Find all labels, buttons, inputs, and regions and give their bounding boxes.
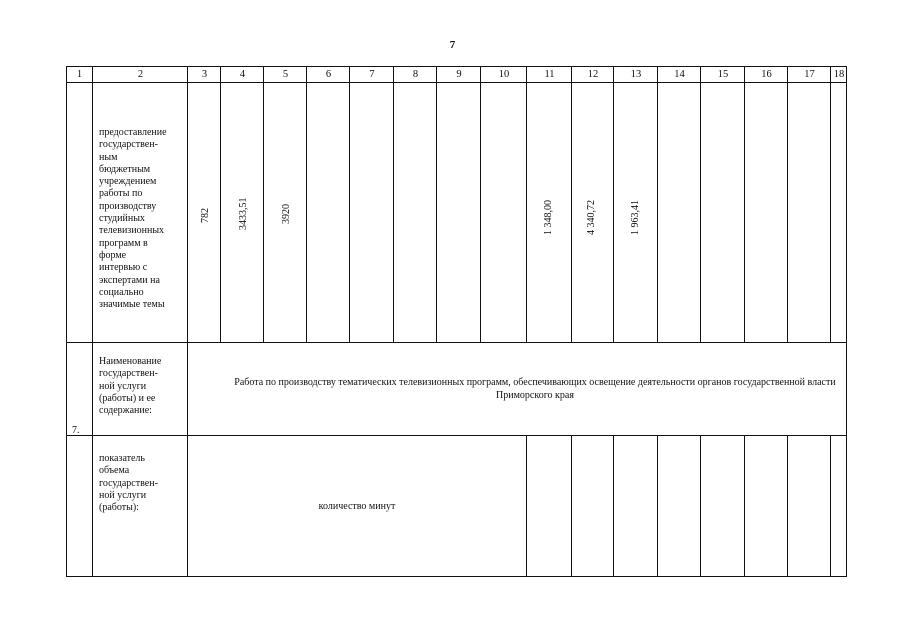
col-divider bbox=[787, 66, 788, 343]
column-header: 16 bbox=[761, 69, 772, 80]
text-line: государствен- bbox=[99, 477, 158, 489]
text-line: форме bbox=[99, 249, 127, 261]
column-header: 15 bbox=[717, 69, 729, 80]
col-divider bbox=[220, 66, 221, 343]
text-line: содержание: bbox=[99, 405, 152, 417]
column-header: 14 bbox=[674, 69, 685, 80]
row-a-col4-value: 3433,51 bbox=[238, 197, 249, 230]
row-a-bottom-border bbox=[66, 342, 847, 343]
text-line: ной услуги bbox=[99, 489, 147, 501]
text-line: студийных bbox=[99, 213, 145, 225]
row-a-col11-value: 1 348,00 bbox=[543, 200, 554, 235]
text-line: предоставление bbox=[99, 127, 167, 138]
text-line: производству bbox=[99, 200, 157, 212]
col-divider bbox=[526, 66, 527, 343]
column-header: 3 bbox=[201, 69, 208, 80]
column-header: 18 bbox=[833, 69, 845, 80]
text-line: значимые темы bbox=[99, 299, 165, 311]
column-header: 12 bbox=[587, 69, 599, 80]
text-line: интервью с bbox=[99, 262, 148, 274]
column-header: 17 bbox=[804, 69, 815, 80]
row-c-label bbox=[99, 453, 187, 514]
text-line: телевизионных bbox=[99, 225, 165, 237]
col-divider bbox=[613, 66, 614, 343]
column-header: 13 bbox=[630, 69, 642, 80]
table-right-border bbox=[846, 66, 847, 577]
text-line: экспертами на bbox=[99, 274, 160, 286]
column-header: 10 bbox=[498, 69, 510, 80]
text-line: государствен- bbox=[99, 368, 158, 380]
col-divider bbox=[744, 66, 745, 343]
column-header: 8 bbox=[412, 69, 419, 80]
col-divider bbox=[613, 435, 614, 577]
row-b-number: 7. bbox=[72, 425, 80, 436]
row-a-col13-value: 1 963,41 bbox=[630, 200, 641, 235]
col-divider bbox=[526, 435, 527, 577]
text-line: (работы): bbox=[99, 502, 139, 514]
text-line: ной услуги bbox=[99, 380, 147, 392]
col-divider bbox=[657, 66, 658, 343]
row-c-volume-unit: количество минут bbox=[318, 501, 396, 512]
text-line: показатель bbox=[99, 453, 145, 464]
row-b-service-content: Работа по производству тематических телевизионных программ, обеспечивающих освещение деятельности органов государственной власти Приморского края bbox=[234, 377, 836, 401]
column-header: 9 bbox=[456, 69, 462, 80]
data-table bbox=[66, 66, 847, 577]
page-number: 7 bbox=[449, 39, 456, 51]
col-divider bbox=[787, 435, 788, 577]
col-divider-1-2 bbox=[92, 66, 93, 577]
text-line: объема bbox=[99, 465, 130, 477]
row-a-description bbox=[99, 127, 187, 311]
row-a-col3-value: 782 bbox=[200, 208, 211, 223]
text-line: учреждением bbox=[99, 176, 157, 188]
col-divider bbox=[436, 66, 437, 343]
text-line: работы по bbox=[99, 188, 143, 200]
col-divider bbox=[744, 435, 745, 577]
text-line: (работы) и ее bbox=[99, 392, 156, 404]
table-left-border bbox=[66, 66, 67, 577]
column-header: 1 bbox=[76, 69, 83, 80]
column-header: 5 bbox=[282, 69, 289, 80]
row-a-col5-value: 3920 bbox=[281, 204, 292, 224]
row-a-col12-value: 4 340,72 bbox=[586, 200, 597, 235]
col-divider bbox=[657, 435, 658, 577]
col-divider bbox=[571, 435, 572, 577]
col-divider bbox=[393, 66, 394, 343]
table-bottom-border bbox=[66, 576, 847, 577]
column-header: 2 bbox=[137, 69, 144, 80]
col-divider bbox=[571, 66, 572, 343]
col-divider bbox=[700, 435, 701, 577]
row-b-label bbox=[99, 356, 187, 417]
text-line: программ в bbox=[99, 237, 148, 249]
text-line: бюджетным bbox=[99, 163, 151, 175]
column-header: 4 bbox=[239, 69, 246, 80]
col-divider bbox=[830, 66, 831, 343]
col-divider bbox=[830, 435, 831, 577]
col-divider bbox=[480, 66, 481, 343]
col-divider bbox=[263, 66, 264, 343]
row-b-bottom-border bbox=[66, 435, 847, 436]
column-header: 11 bbox=[544, 69, 555, 80]
col-divider bbox=[349, 66, 350, 343]
col-divider bbox=[700, 66, 701, 343]
col-divider bbox=[306, 66, 307, 343]
column-header: 7 bbox=[369, 69, 375, 80]
text-line: социально bbox=[99, 286, 144, 298]
text-line: ным bbox=[99, 151, 118, 163]
column-header: 6 bbox=[325, 69, 332, 80]
text-line: государствен- bbox=[99, 139, 158, 151]
text-line: Наименование bbox=[99, 356, 162, 367]
header-bottom-border bbox=[66, 82, 847, 83]
